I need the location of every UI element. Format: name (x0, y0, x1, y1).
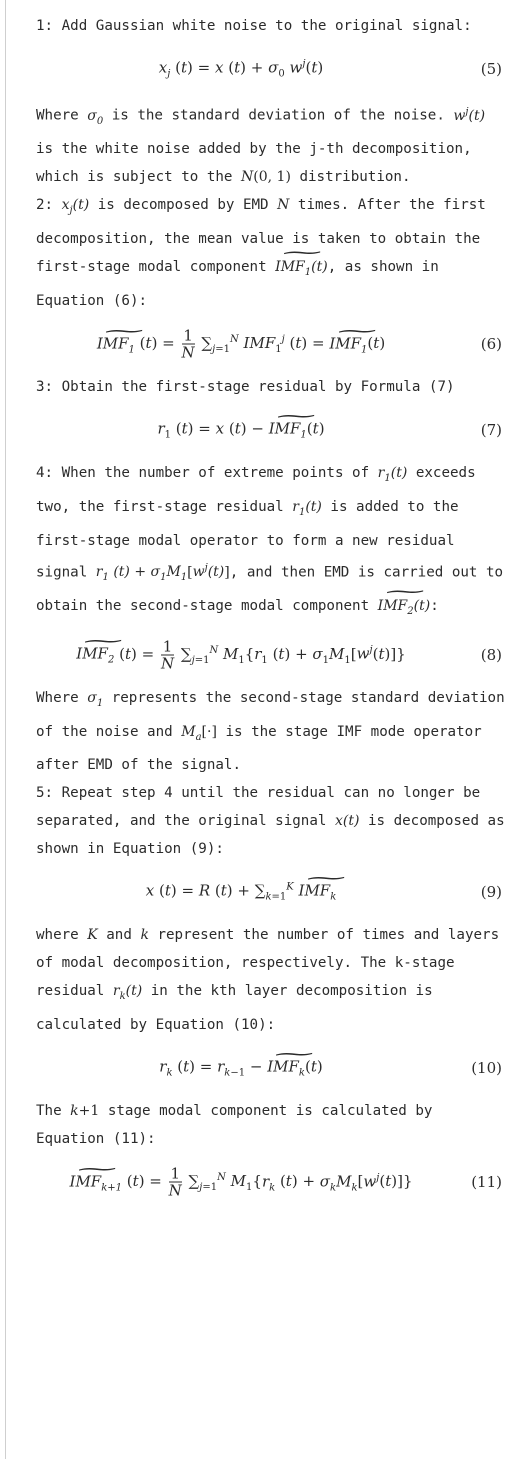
equation-9 (36, 863, 506, 921)
equation-10-number: (10) (471, 1059, 502, 1078)
noise-description-paragraph: Where $\sigma_0$ is the standard deviation of the noise. $w^j(t)$ is the white noise added by the j-th decomposition, which is subject to the N(0, 1) distribution. (36, 106, 486, 186)
equation-6 (36, 315, 506, 373)
article-body (36, 12, 506, 1211)
next-stage-paragraph: The k+1 stage modal component is calculated by Equation (11): (36, 1103, 433, 1148)
left-margin-rule (5, 0, 6, 1459)
equation-11 (36, 1153, 506, 1211)
step-4-text: 4: When the number of extreme points of $r_1(t)$ exceeds two, the first-stage residual $r_1(t)$ is added to the first-stage modal operator to form a new residual signal $r_1$ $(t) + \sigma_1M_1[w^j(t)]$, and then EMD is carried out to obtain the second-stage modal component ~ $IMF_2(t)$: (36, 459, 506, 626)
step-1-text: 1: Add Gaussian white noise to the original signal: (36, 18, 472, 34)
equation-7-number: (7) (480, 421, 502, 440)
equation-9-expression: x (t) = R $(t) + \sum_{k=1}^K$ ~ $IMF_k$ (36, 882, 446, 903)
equation-10 (36, 1039, 506, 1097)
equation-11-expression: ~ $IMF_{k+1}$ (t) = $\frac{1}{N}$ $\sum_{j=1}^N$ $M_1\{r_k$ $(t) + \sigma_kM_k[w^j(t)]$} (36, 1166, 446, 1199)
equation-7-expression: $r_1$ (t) = x (t) − ~ $IMF_1(t)$ (36, 420, 446, 441)
equation-6-number: (6) (480, 335, 502, 354)
equation-5 (36, 40, 506, 98)
equation-8-number: (8) (480, 645, 502, 664)
equation-5-number: (5) (480, 60, 502, 78)
step-2-text: 2: $x_j(t)$ is decomposed by EMD N times. After the first decomposition, the mean value is taken to obtain the first-stage modal component ~ $IMF_1(t)$, as shown in Equation (6): (36, 191, 506, 315)
equation-7 (36, 401, 506, 459)
equation-11-number: (11) (471, 1173, 502, 1192)
equation-8 (36, 626, 506, 684)
equation-8-expression: ~ $IMF_2$ (t) = $\frac{1}{N}$ $\sum_{j=1}^N$ $M_1\{r_1$ $(t) + \sigma_1M_1[w^j(t)]$} (36, 638, 446, 671)
step-5-text: 5: Repeat step 4 until the residual can no longer be separated, and the original signal x(t) is decomposed as shown in Equation (9): (36, 785, 505, 858)
equation-6-expression: ~ $IMF_1$ (t) = $\frac{1}{N}$ $\sum_{j=1}^N$ $IMF_1^j$ (t) = ~ $IMF_1(t)$ (36, 328, 446, 361)
equation-10-expression: $r_k$ $(t) = r_{k-1}$ − ~ $IMF_k(t)$ (36, 1058, 446, 1079)
residual-description-paragraph: where K and k represent the number of times and layers of modal decomposition, respectively. The k-stage residual $r_k(t)$ in the kth layer decomposition is calculated by Equation (10): (36, 927, 500, 1034)
equation-9-number: (9) (480, 883, 502, 902)
operator-description-paragraph: Where $\sigma_1$ represents the second-stage standard deviation of the noise and $M_a[\cdot]$ is the stage IMF mode operator after EMD of the signal. (36, 689, 505, 774)
equation-5-expression: $x_j$ (t) = x $(t) + \sigma_0$ $w^j(t)$ (158, 58, 324, 80)
step-3-text: 3: Obtain the first-stage residual by Formula (7) (36, 379, 455, 396)
